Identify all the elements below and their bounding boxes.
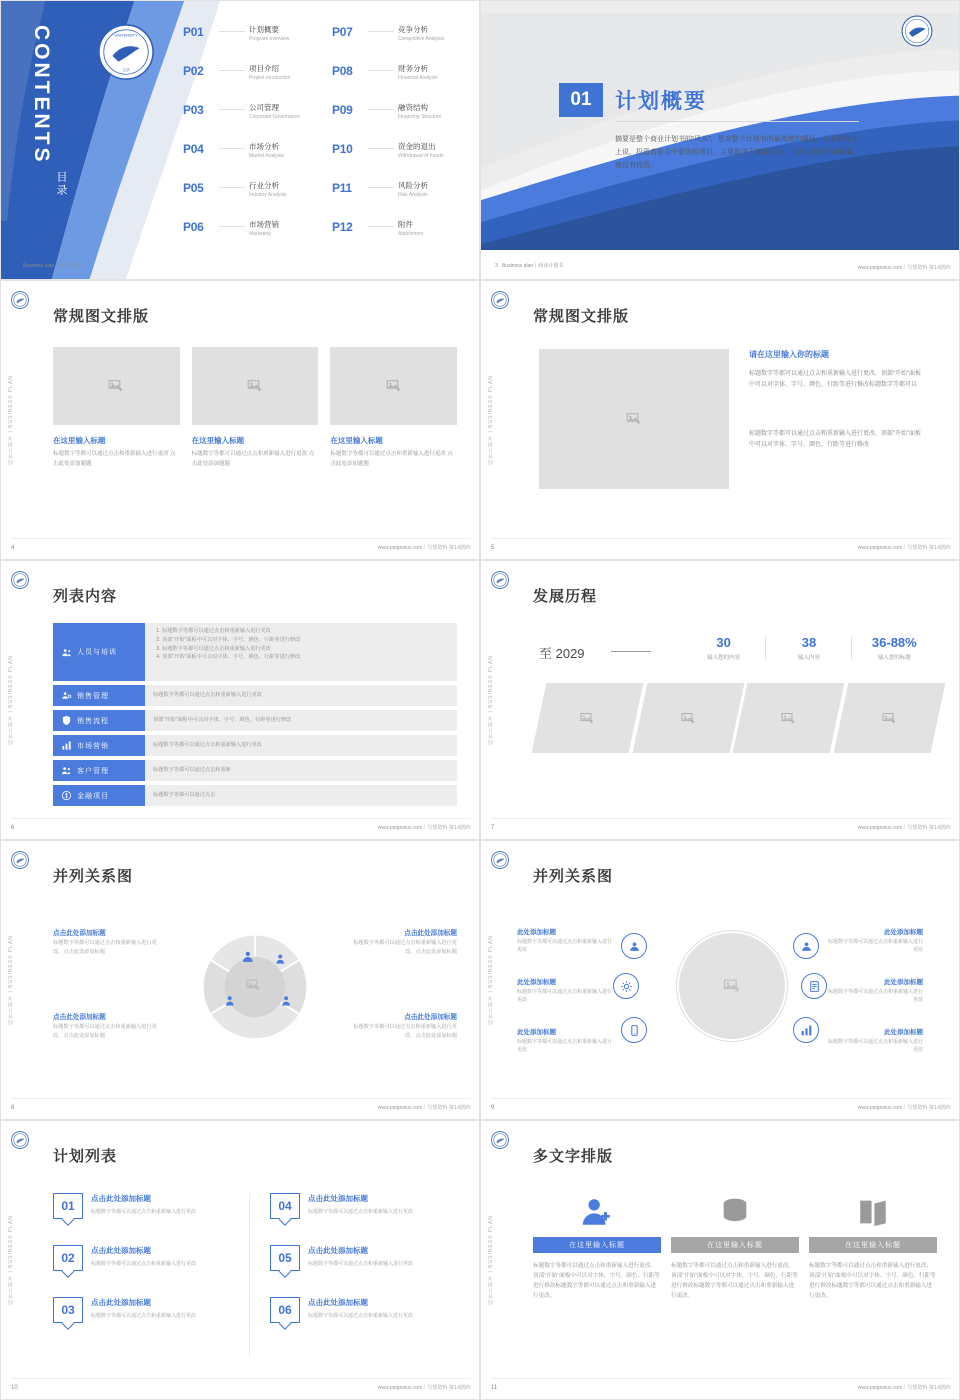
- page-title: 并列关系图: [533, 868, 614, 885]
- image-placeholder[interactable]: [733, 683, 844, 753]
- page-title: 计划列表: [53, 1148, 118, 1165]
- card-title: 在这里输入标题: [330, 436, 383, 445]
- list-item-body: 顶部“开始”面板中可以对字体、字号、颜色、行距等进行修改: [145, 710, 457, 731]
- image-icon: [579, 710, 596, 727]
- image-placeholder[interactable]: [192, 347, 319, 425]
- card-body: 标题数字等都可以通过点击和重新输入进行更改 点击此处添加题题: [330, 451, 453, 467]
- contents-subheading: 目录: [55, 171, 67, 197]
- list-item-tab[interactable]: [53, 710, 145, 731]
- toc-number: P06: [183, 220, 204, 234]
- slide-layout-list[interactable]: [0, 560, 480, 840]
- footer-divider: [491, 1378, 951, 1379]
- quadrant-title: 点击此处添加标题: [53, 1014, 106, 1021]
- toc-rule: [219, 31, 245, 32]
- slide-contents[interactable]: [0, 0, 480, 280]
- toc-label-en: Risk Analysis: [398, 192, 428, 198]
- toc-item[interactable]: [183, 220, 314, 259]
- list-item[interactable]: [53, 760, 457, 781]
- slide-layout-three-text[interactable]: [480, 1120, 960, 1400]
- plan-number: 05: [270, 1245, 300, 1271]
- page-title: 常规图文排版: [53, 308, 150, 325]
- toc-item[interactable]: [332, 220, 463, 259]
- footer-credit: www.pptgenius.com｜写想资料 第1-5图传: [857, 1105, 951, 1111]
- plan-body: 标题数字等都可以通过点击和重新输入进行更改: [91, 1261, 197, 1267]
- toc-rule: [368, 187, 394, 188]
- card-row[interactable]: [53, 347, 457, 469]
- toc-label-en: Program overview: [249, 36, 290, 42]
- toc-label-en: Project Inrcduction: [249, 75, 291, 81]
- image-icon: [107, 377, 125, 395]
- sales-flow-icon: [61, 715, 72, 726]
- slide-layout-plan-list[interactable]: [0, 1120, 480, 1400]
- diagram-item: [827, 977, 923, 1004]
- column-caption: 在这里输入标题: [671, 1237, 799, 1253]
- plan-item[interactable]: [53, 1193, 236, 1219]
- footer-divider: [11, 818, 471, 819]
- item-title: 此处添加标题: [884, 1029, 923, 1036]
- toc-label-cn: 竞争分析: [398, 25, 428, 34]
- footer-credit: www.pptgenius.com｜写想资料 第1-5图传: [377, 545, 471, 551]
- section-number: 01: [559, 83, 603, 117]
- page-number: 3: [495, 263, 498, 269]
- image-icon: [246, 377, 264, 395]
- diagram-item: [517, 1027, 613, 1054]
- toc-label-cn: 项目介绍: [249, 64, 279, 73]
- list-item-tab[interactable]: [53, 735, 145, 756]
- stat-value: 36-88%: [871, 635, 917, 650]
- footer-credit: www.pptgenius.com｜写想资料 第1-5图传: [377, 1385, 471, 1391]
- chart-icon[interactable]: [793, 933, 819, 959]
- item-title: 此处添加标题: [517, 929, 556, 936]
- donut-diagram[interactable]: [187, 927, 323, 1047]
- diagram-item: [517, 927, 613, 954]
- list-item[interactable]: [53, 785, 457, 806]
- toc-rule: [368, 148, 394, 149]
- card-title: 在这里输入标题: [53, 436, 106, 445]
- toc-rule: [219, 226, 245, 227]
- cylinder-icon: [671, 1183, 799, 1229]
- section-body-text: 摘要是整个商业计划书的“风头”，是对整个计划书的最高度的概括。从某种程度上说，投资者是否中意你的项目，主要取决于摘要部分。可以说没有好的摘要，就没有投资。: [615, 136, 860, 169]
- university-badge-icon: [491, 1131, 509, 1149]
- university-badge-icon: [11, 851, 29, 869]
- image-icon: [880, 710, 897, 727]
- item-body: 标题数字等都可以通过点击和重新输入进行更改: [827, 989, 923, 1003]
- card-body: 标题数字等都可以通过点击和重新输入进行更改 点击此处添加题题: [191, 451, 315, 467]
- plan-item[interactable]: [53, 1297, 236, 1323]
- toc-item[interactable]: [332, 103, 463, 142]
- toc-label-cn: 财务分析: [398, 64, 428, 73]
- toc-label-en: Industry Analysis: [249, 192, 287, 198]
- page-title: 多文字排版: [533, 1148, 614, 1165]
- quadrant-body: 标题数字等都可以通过点击和重新输入进行更改，点击此处添加标题: [353, 1024, 457, 1039]
- quadrant-title: 点击此处添加标题: [404, 930, 457, 937]
- list-line: 2. 顶部“开始”面板中可以对字体、字号、颜色、行距等进行修改: [162, 636, 449, 645]
- list-item-tab[interactable]: [53, 623, 145, 681]
- image-placeholder[interactable]: [532, 683, 643, 753]
- toc-rule: [219, 187, 245, 188]
- timeline-year: 至 2029: [539, 646, 585, 661]
- image-placeholder[interactable]: [833, 683, 944, 753]
- plan-body: 标题数字等都可以通过点击和重新输入进行更改: [308, 1261, 414, 1267]
- quadrant-body: 标题数字等都可以通过点击和重新输入进行更改，点击此处添加标题: [53, 1024, 157, 1039]
- plan-item[interactable]: [270, 1193, 453, 1219]
- image-placeholder[interactable]: [53, 347, 180, 425]
- item-title: 此处添加标题: [884, 979, 923, 986]
- svg-text:大学: 大学: [122, 68, 130, 73]
- plan-body: 标题数字等都可以通过点击和重新输入进行更改: [308, 1209, 414, 1215]
- image-icon: [722, 976, 742, 996]
- doc-icon[interactable]: [801, 973, 827, 999]
- bag-icon[interactable]: [793, 1017, 819, 1043]
- page-title: 列表内容: [53, 588, 118, 605]
- content-title: 请在这里输入你的标题: [749, 350, 829, 359]
- toc-label-en: Withdrawal of Funds: [398, 153, 444, 159]
- list-item-label: 销售管理: [77, 692, 109, 700]
- section-divider: [615, 121, 859, 122]
- side-label: 商业计划书 | BUSINESS PLAN: [488, 655, 494, 745]
- plan-title: 点击此处添加标题: [91, 1194, 151, 1203]
- center-image-placeholder[interactable]: [677, 931, 787, 1041]
- diagram-item: [827, 1027, 923, 1054]
- card-title: 在这里输入标题: [191, 436, 245, 445]
- toc-label-cn: 计划概要: [249, 25, 279, 34]
- footer-text: Business plan｜商业计划书: [501, 263, 564, 269]
- image-strip[interactable]: [539, 683, 937, 753]
- slide-layout-donut-diagram[interactable]: [0, 840, 480, 1120]
- toc-rule: [219, 109, 245, 110]
- contents-heading: CONTENTS: [30, 25, 53, 165]
- item-title: 此处添加标题: [884, 929, 923, 936]
- quadrant-body: 标题数字等都可以通过点击和重新输入进行更改，点击此处添加标题: [353, 940, 457, 955]
- user-add-icon: [533, 1183, 661, 1229]
- list-item-label: 销售流程: [77, 717, 109, 725]
- plan-number: 06: [270, 1297, 300, 1323]
- gear-icon[interactable]: [613, 973, 639, 999]
- stat-item: [766, 635, 851, 661]
- toc-rule: [219, 148, 245, 149]
- toc-rule: [368, 226, 394, 227]
- market-icon: [61, 740, 72, 751]
- toc-number: P04: [183, 142, 204, 156]
- page-number: 5: [491, 545, 495, 551]
- toc-label-en: Corporate Governance: [249, 114, 300, 120]
- toc-label-cn: 行业分析: [249, 181, 279, 190]
- timeline-rule: [611, 651, 651, 652]
- footer-credit: www.pptgenius.com｜写想资料 第1-5图传: [857, 825, 951, 831]
- toc-rule: [219, 70, 245, 71]
- stat-value: 30: [716, 635, 731, 650]
- slide-footer-label: [495, 262, 563, 269]
- page-number: 11: [491, 1385, 498, 1391]
- user-icon[interactable]: [621, 933, 647, 959]
- footer-divider: [11, 538, 471, 539]
- stat-label: 输入您的内容: [707, 655, 741, 661]
- list-item[interactable]: [53, 623, 457, 681]
- list-item-tab[interactable]: [53, 785, 145, 806]
- image-icon: [780, 710, 797, 727]
- side-label: 商业计划书 | BUSINESS PLAN: [8, 1215, 14, 1305]
- plan-item[interactable]: [270, 1297, 453, 1323]
- text-column[interactable]: [809, 1183, 937, 1301]
- footer-divider: [491, 818, 951, 819]
- side-label: 商业计划书 | BUSINESS PLAN: [488, 1215, 494, 1305]
- plan-title: 点击此处添加标题: [308, 1298, 368, 1307]
- section-title: 计划概要: [615, 90, 707, 113]
- side-label: 商业计划书 | BUSINESS PLAN: [8, 655, 14, 745]
- customer-icon: [61, 765, 72, 776]
- list-line: 4. 顶部“开始”面板中可以对字体、字号、颜色、行距等进行修改: [162, 653, 449, 662]
- diagram-item: [827, 927, 923, 954]
- toc-number: P12: [332, 220, 353, 234]
- list-line: 3. 标题数字等都可以通过点击和重新输入进行更改: [162, 645, 449, 654]
- side-label: 商业计划书 | BUSINESS PLAN: [488, 375, 494, 465]
- sales-manage-icon: [61, 690, 72, 701]
- card[interactable]: [330, 347, 457, 469]
- image-placeholder[interactable]: [632, 683, 743, 753]
- footer-divider: [491, 1098, 951, 1099]
- toc-label-en: Competitive Analysis: [398, 36, 445, 42]
- footer-credit: www.pptgenius.com｜写想资料 第1-5图传: [377, 1105, 471, 1111]
- toc-item[interactable]: [332, 25, 463, 64]
- side-label: 商业计划书 | BUSINESS PLAN: [8, 935, 14, 1025]
- book-icon: [809, 1183, 937, 1229]
- card-body: 标题数字等都可以通过点击和重新输入进行更改 点击此处添加题题: [53, 451, 176, 467]
- column-text: 标题数字等都可以通过点击和重新输入进行更改，顶部“开始”面板中可以对字体、字号、颜色、行距等进行修改标题数字等都可以通过点击和重新输入进行更改。: [809, 1263, 936, 1299]
- toc-item[interactable]: [183, 25, 314, 64]
- toc-number: P09: [332, 103, 353, 117]
- toc-item[interactable]: [332, 142, 463, 181]
- svg-text:UNIVERSITY: UNIVERSITY: [114, 33, 138, 38]
- plan-title: 点击此处添加标题: [308, 1246, 368, 1255]
- toc-label-cn: 资金的退出: [398, 142, 436, 151]
- university-badge-icon: [11, 1131, 29, 1149]
- list-item-tab[interactable]: [53, 760, 145, 781]
- item-title: 此处添加标题: [517, 979, 556, 986]
- toc-item[interactable]: [332, 64, 463, 103]
- toc-label-cn: 公司管理: [249, 103, 279, 112]
- slide-footer-label: Business plan｜商业计划书: [23, 263, 85, 269]
- toc-number: P01: [183, 25, 204, 39]
- page-number: 4: [11, 545, 15, 551]
- text-column[interactable]: [533, 1183, 661, 1301]
- column-caption: 在这里输入标题: [533, 1237, 661, 1253]
- content-paragraph-2: 标题数字等都可以通过点击和重新输入进行更改，顶部“开始”面板中可以对字体、字号、颜色、行距等进行修改: [749, 431, 921, 448]
- footer-credit: www.pptgenius.com｜写想资料 第1-5图传: [377, 825, 471, 831]
- quadrant-body: 标题数字等都可以通过点击和重新输入进行更改，点击此处添加标题: [53, 940, 157, 955]
- toc-rule: [368, 109, 394, 110]
- people-training-icon: [61, 647, 72, 658]
- page-number: 10: [11, 1385, 18, 1391]
- toc-item[interactable]: [183, 103, 314, 142]
- toc-item[interactable]: [183, 142, 314, 181]
- list-item-body: [145, 623, 457, 681]
- page-title: 并列关系图: [53, 868, 134, 885]
- stat-item: [852, 635, 937, 661]
- plan-item[interactable]: [53, 1245, 236, 1271]
- toc-label-cn: 风险分析: [398, 181, 428, 190]
- footer-credit: www.pptgenius.com｜写想资料 第1-5图传: [857, 545, 951, 551]
- toc-label-cn: 融资结构: [398, 103, 428, 112]
- plan-grid[interactable]: [53, 1193, 453, 1323]
- column-caption: 在这里输入标题: [809, 1237, 937, 1253]
- stat-value: 38: [801, 635, 817, 650]
- list-line: 1. 标题数字等都可以通过点击和重新输入进行更改: [162, 627, 449, 636]
- toc-number: P03: [183, 103, 204, 117]
- item-body: 标题数字等都可以通过点击和重新输入进行更改: [827, 939, 923, 953]
- quadrant-title: 点击此处添加标题: [404, 1014, 457, 1021]
- list-item-body: 标题数字等都可以通过点击和重新: [145, 760, 457, 781]
- plan-title: 点击此处添加标题: [91, 1298, 151, 1307]
- slide-layout-image-text[interactable]: [480, 280, 960, 560]
- item-body: 标题数字等都可以通过点击和重新输入进行更改: [827, 1039, 923, 1053]
- item-title: 此处添加标题: [517, 1029, 556, 1036]
- plan-number: 01: [53, 1193, 83, 1219]
- toc-label-en: Market Analysis: [249, 153, 285, 159]
- toc-label-en: Financial Analysis: [398, 75, 438, 81]
- item-body: 标题数字等都可以通过点击和重新输入进行更改: [517, 1039, 613, 1053]
- list-item-label: 客户管理: [77, 767, 109, 775]
- content-paragraph-1: 标题数字等都可以通过点击和重新输入进行更改，顶部“开始”面板中可以对字体、字号、颜色、行距等进行修改标题数字等都可以: [749, 371, 921, 388]
- list-item-body: 标题数字等都可以通过点击和重新输入进行更改: [145, 735, 457, 756]
- mobile-icon[interactable]: [621, 1017, 647, 1043]
- plan-number: 04: [270, 1193, 300, 1219]
- item-body: 标题数字等都可以通过点击和重新输入进行更改: [517, 989, 613, 1003]
- list-item-body: 标题数字等都可以通过点击: [145, 785, 457, 806]
- page-title: 发展历程: [533, 588, 598, 605]
- footer-divider: [491, 538, 951, 539]
- toc-number: P02: [183, 64, 204, 78]
- university-badge-icon: [97, 23, 155, 81]
- stat-label: 输入内容: [797, 655, 820, 661]
- footer-credit: www.pptgenius.com｜写想资料 第1-5图传: [857, 265, 951, 271]
- image-icon: [385, 377, 403, 395]
- page-number: 7: [491, 825, 495, 831]
- plan-number: 02: [53, 1245, 83, 1271]
- slide-layout-three-cards[interactable]: [0, 280, 480, 560]
- card[interactable]: [192, 347, 319, 469]
- toc-item[interactable]: [332, 181, 463, 220]
- image-placeholder[interactable]: [330, 347, 457, 425]
- footer-credit: www.pptgenius.com｜写想资料 第1-5图传: [857, 1385, 951, 1391]
- text-column-row[interactable]: [533, 1183, 937, 1301]
- toc-label-en: Attachment: [398, 231, 424, 237]
- item-body: 标题数字等都可以通过点击和重新输入进行更改: [517, 939, 613, 953]
- column-text: 标题数字等都可以通过点击和重新输入进行更改，顶部“开始”面板中可以对字体、字号、颜色、行距等进行修改标题数字等都可以通过点击和重新输入进行更改。: [533, 1263, 660, 1299]
- university-badge-icon: [491, 291, 509, 309]
- footer-divider: [11, 1098, 471, 1099]
- list-item-body: 标题数字等都可以通过点击和重新输入进行更改: [145, 685, 457, 706]
- page-number: 8: [11, 1105, 15, 1111]
- university-badge-icon: [11, 291, 29, 309]
- list-container[interactable]: [53, 623, 457, 810]
- plan-body: 标题数字等都可以通过点击和重新输入进行更改: [91, 1209, 197, 1215]
- image-icon: [625, 410, 643, 428]
- plan-title: 点击此处添加标题: [91, 1246, 151, 1255]
- university-badge-icon: [901, 15, 933, 47]
- toc-number: P11: [332, 181, 352, 195]
- list-item-label: 人员与培训: [77, 649, 117, 656]
- list-item-label: 市场营销: [77, 742, 109, 750]
- toc-label-en: Financing Structure: [398, 114, 442, 120]
- toc-label-en: Marketing: [249, 231, 271, 237]
- text-column[interactable]: [671, 1183, 799, 1301]
- stat-row: [681, 635, 937, 661]
- plan-number: 03: [53, 1297, 83, 1323]
- image-icon: [679, 710, 696, 727]
- table-of-contents[interactable]: [183, 25, 463, 259]
- list-item-tab[interactable]: [53, 685, 145, 706]
- slide-section-overview[interactable]: [480, 0, 960, 280]
- toc-number: P07: [332, 25, 353, 39]
- page-title: 常规图文排版: [533, 308, 630, 325]
- plan-body: 标题数字等都可以通过点击和重新输入进行更改: [91, 1313, 197, 1319]
- university-badge-icon: [11, 571, 29, 589]
- list-item-label: 金融项目: [77, 792, 109, 800]
- plan-body: 标题数字等都可以通过点击和重新输入进行更改: [308, 1313, 414, 1319]
- toc-number: P05: [183, 181, 204, 195]
- side-label: 商业计划书 | BUSINESS PLAN: [488, 935, 494, 1025]
- page-number: 6: [11, 825, 15, 831]
- toc-item[interactable]: [183, 181, 314, 220]
- list-item[interactable]: [53, 685, 457, 706]
- toc-label-cn: 市场营销: [249, 220, 279, 229]
- card[interactable]: [53, 347, 180, 469]
- column-text: 标题数字等都可以通过点击和重新输入进行更改，顶部“开始”面板中可以对字体、字号、颜色、行距等进行修改标题数字等都可以通过点击和重新输入进行更改。: [671, 1263, 798, 1299]
- list-item[interactable]: [53, 710, 457, 731]
- toc-number: P10: [332, 142, 353, 156]
- toc-label-cn: 市场分析: [249, 142, 279, 151]
- diagram-item: [517, 977, 613, 1004]
- stat-label: 输入您的标题: [877, 655, 911, 661]
- toc-label-cn: 附件: [398, 220, 413, 229]
- list-item[interactable]: [53, 735, 457, 756]
- toc-rule: [368, 31, 394, 32]
- page-number: 9: [491, 1105, 495, 1111]
- slide-layout-timeline[interactable]: [480, 560, 960, 840]
- plan-item[interactable]: [270, 1245, 453, 1271]
- quadrant-title: 点击此处添加标题: [53, 930, 106, 937]
- image-placeholder[interactable]: [539, 349, 729, 489]
- toc-rule: [368, 70, 394, 71]
- slide-layout-circle-diagram[interactable]: [480, 840, 960, 1120]
- stat-item: [681, 635, 766, 661]
- finance-icon: [61, 790, 72, 801]
- plan-title: 点击此处添加标题: [308, 1194, 368, 1203]
- toc-number: P08: [332, 64, 353, 78]
- footer-divider: [11, 1378, 471, 1379]
- toc-item[interactable]: [183, 64, 314, 103]
- university-badge-icon: [491, 571, 509, 589]
- side-label: 商业计划书 | BUSINESS PLAN: [8, 375, 14, 465]
- university-badge-icon: [491, 851, 509, 869]
